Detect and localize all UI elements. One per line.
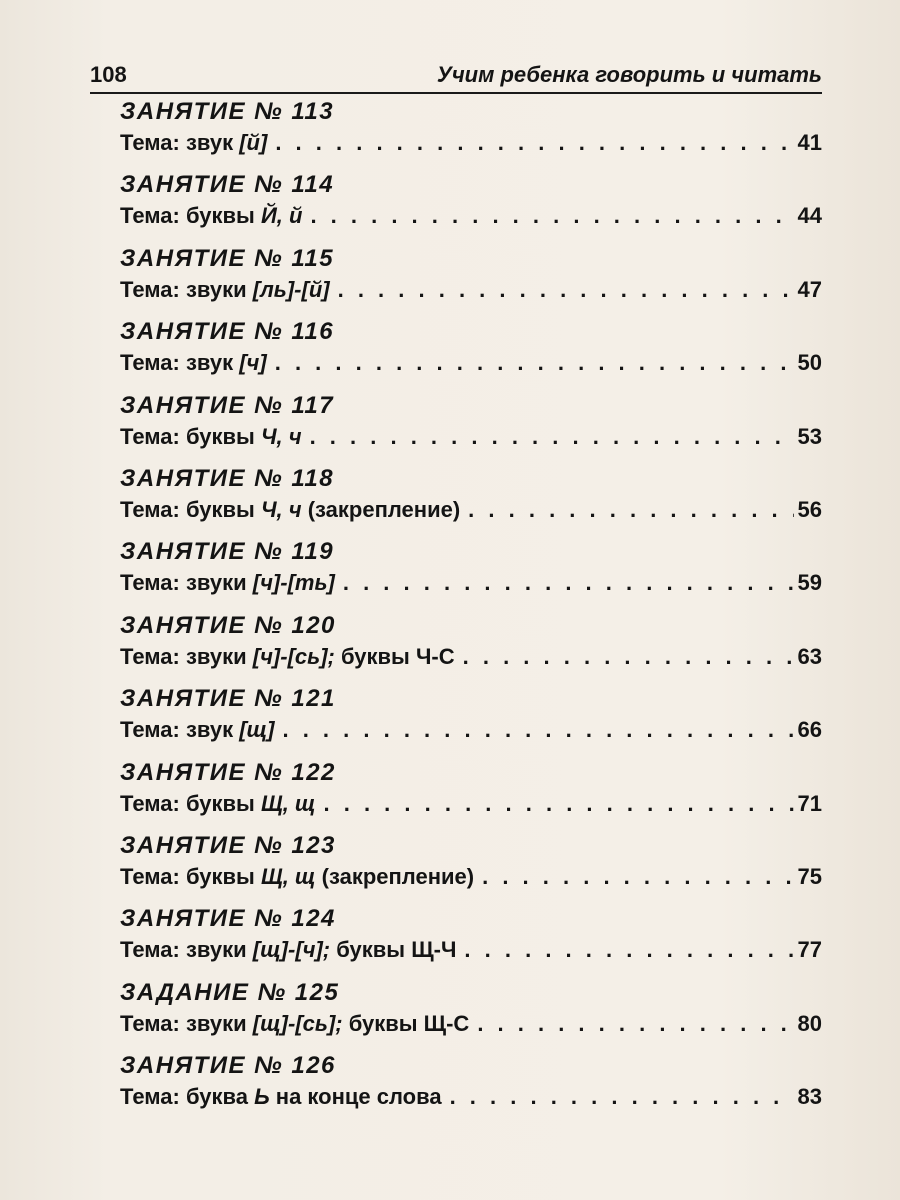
lesson-title: ЗАНЯТИЕ № 113 xyxy=(120,98,335,125)
topic-text: звук xyxy=(179,130,240,155)
topic-prefix: Тема: xyxy=(120,863,180,889)
dot-leader xyxy=(310,203,793,229)
topic-text: звуки xyxy=(179,570,253,596)
lesson-title: ЗАНЯТИЕ № 119 xyxy=(120,538,335,566)
topic-line xyxy=(120,570,822,600)
topic-suffix: (закрепление) xyxy=(315,863,475,889)
lesson-title: ЗАНЯТИЕ № 120 xyxy=(120,611,336,639)
topic-sound: [щ]-[ч]; xyxy=(252,937,331,963)
topic-text: звук xyxy=(179,350,240,376)
topic-sound: [ль]-[й] xyxy=(252,276,330,302)
page-number: 108 xyxy=(90,62,127,87)
topic-sound: Щ, щ xyxy=(260,863,316,889)
dot-leader xyxy=(324,791,794,817)
dot-leader xyxy=(468,497,793,523)
topic-sound: Ч, ч xyxy=(260,496,302,522)
topic-prefix: Тема: xyxy=(120,350,180,376)
toc-entry xyxy=(120,318,822,391)
dot-leader xyxy=(275,130,793,156)
page-header xyxy=(90,58,822,94)
topic-text: буква xyxy=(179,1084,255,1110)
topic-sound: Ь xyxy=(254,1084,270,1110)
topic-sound: Ч, ч xyxy=(260,423,302,449)
toc-entry xyxy=(120,98,822,171)
topic-line xyxy=(120,717,822,747)
topic-prefix: Тема: xyxy=(120,203,180,229)
lesson-title: ЗАНЯТИЕ № 121 xyxy=(120,685,336,713)
topic-text: буквы xyxy=(179,863,261,889)
toc-entry xyxy=(120,759,822,832)
topic-text: звуки xyxy=(179,937,253,963)
topic-text: звук xyxy=(179,717,240,743)
topic-line xyxy=(120,937,822,967)
topic-sound: [й] xyxy=(239,130,268,155)
topic-line xyxy=(120,644,822,674)
topic-sound: [щ]-[сь]; xyxy=(252,1010,343,1036)
toc-entry xyxy=(120,538,822,611)
topic-line xyxy=(120,864,822,894)
toc-entry xyxy=(120,612,822,685)
lesson-title: ЗАНЯТИЕ № 122 xyxy=(120,758,336,786)
dot-leader xyxy=(482,864,793,890)
toc-entry xyxy=(120,832,822,905)
topic-text: звуки xyxy=(179,276,253,302)
topic-line xyxy=(120,1084,822,1114)
topic-prefix: Тема: xyxy=(120,570,180,596)
dot-leader xyxy=(310,424,794,450)
topic-sound: [щ] xyxy=(239,717,275,743)
topic-prefix: Тема: xyxy=(120,1084,180,1110)
topic-line xyxy=(120,424,822,454)
topic-prefix: Тема: xyxy=(120,423,180,449)
topic-line xyxy=(120,350,822,380)
lesson-title: ЗАНЯТИЕ № 114 xyxy=(120,171,335,199)
table-of-contents xyxy=(120,98,822,1125)
topic-text: буквы xyxy=(179,496,261,522)
page-reference: 80 xyxy=(797,1010,822,1036)
topic-line xyxy=(120,203,822,233)
toc-entry xyxy=(120,905,822,978)
topic-prefix: Тема: xyxy=(120,937,180,963)
toc-entry xyxy=(120,685,822,758)
topic-sound: [ч]-[сь]; xyxy=(252,643,335,669)
topic-sound: [ч]-[ть] xyxy=(252,570,335,596)
page-reference: 47 xyxy=(797,276,822,302)
topic-suffix: (закрепление) xyxy=(301,496,461,522)
topic-prefix: Тема: xyxy=(120,496,180,522)
dot-leader xyxy=(464,937,793,963)
lesson-title: ЗАНЯТИЕ № 116 xyxy=(120,318,335,346)
topic-prefix: Тема: xyxy=(120,276,180,302)
lesson-title: ЗАДАНИЕ № 125 xyxy=(120,978,340,1006)
running-title: Учим ребенка говорить и читать xyxy=(436,62,822,87)
page-reference: 59 xyxy=(797,570,822,596)
topic-text: звуки xyxy=(179,643,253,669)
toc-entry xyxy=(120,171,822,244)
topic-prefix: Тема: xyxy=(120,130,180,155)
topic-line xyxy=(120,130,822,160)
topic-suffix: буквы Щ-Ч xyxy=(330,937,457,963)
page-reference: 41 xyxy=(797,130,822,155)
topic-line xyxy=(120,497,822,527)
topic-suffix: на конце слова xyxy=(269,1084,442,1110)
topic-line xyxy=(120,791,822,821)
topic-text: буквы xyxy=(179,423,261,449)
topic-sound: Щ, щ xyxy=(260,790,316,816)
lesson-title: ЗАНЯТИЕ № 123 xyxy=(120,831,336,859)
page-reference: 53 xyxy=(797,423,822,449)
page-reference: 75 xyxy=(797,863,822,889)
topic-suffix: буквы Ч-С xyxy=(334,643,455,669)
dot-leader xyxy=(275,350,794,376)
topic-prefix: Тема: xyxy=(120,643,180,669)
toc-entry xyxy=(120,245,822,318)
page-reference: 77 xyxy=(797,937,822,963)
dot-leader xyxy=(282,717,793,743)
page-reference: 66 xyxy=(797,717,822,743)
page-reference: 44 xyxy=(797,203,822,229)
lesson-title: ЗАНЯТИЕ № 124 xyxy=(120,905,336,933)
topic-text: звуки xyxy=(179,1010,253,1036)
dot-leader xyxy=(463,644,794,670)
topic-prefix: Тема: xyxy=(120,790,180,816)
topic-sound: Й, й xyxy=(260,203,303,229)
dot-leader xyxy=(450,1084,794,1110)
dot-leader xyxy=(477,1011,793,1037)
page-reference: 83 xyxy=(797,1084,822,1110)
topic-sound: [ч] xyxy=(239,350,267,376)
topic-line xyxy=(120,1011,822,1041)
toc-entry xyxy=(120,979,822,1052)
toc-entry xyxy=(120,465,822,538)
lesson-title: ЗАНЯТИЕ № 126 xyxy=(120,1052,336,1080)
page-reference: 63 xyxy=(797,643,822,669)
topic-prefix: Тема: xyxy=(120,717,180,743)
page-reference: 71 xyxy=(797,790,822,816)
topic-line xyxy=(120,277,822,307)
topic-prefix: Тема: xyxy=(120,1010,180,1036)
lesson-title: ЗАНЯТИЕ № 115 xyxy=(120,244,335,272)
page-reference: 50 xyxy=(797,350,822,376)
toc-entry xyxy=(120,392,822,465)
dot-leader xyxy=(338,277,794,303)
page-reference: 56 xyxy=(797,496,822,522)
lesson-title: ЗАНЯТИЕ № 118 xyxy=(120,464,335,492)
toc-entry xyxy=(120,1052,822,1125)
topic-suffix: буквы Щ-С xyxy=(342,1010,470,1036)
topic-text: буквы xyxy=(179,203,261,229)
dot-leader xyxy=(343,570,794,596)
lesson-title: ЗАНЯТИЕ № 117 xyxy=(120,391,335,419)
topic-text: буквы xyxy=(179,790,261,816)
